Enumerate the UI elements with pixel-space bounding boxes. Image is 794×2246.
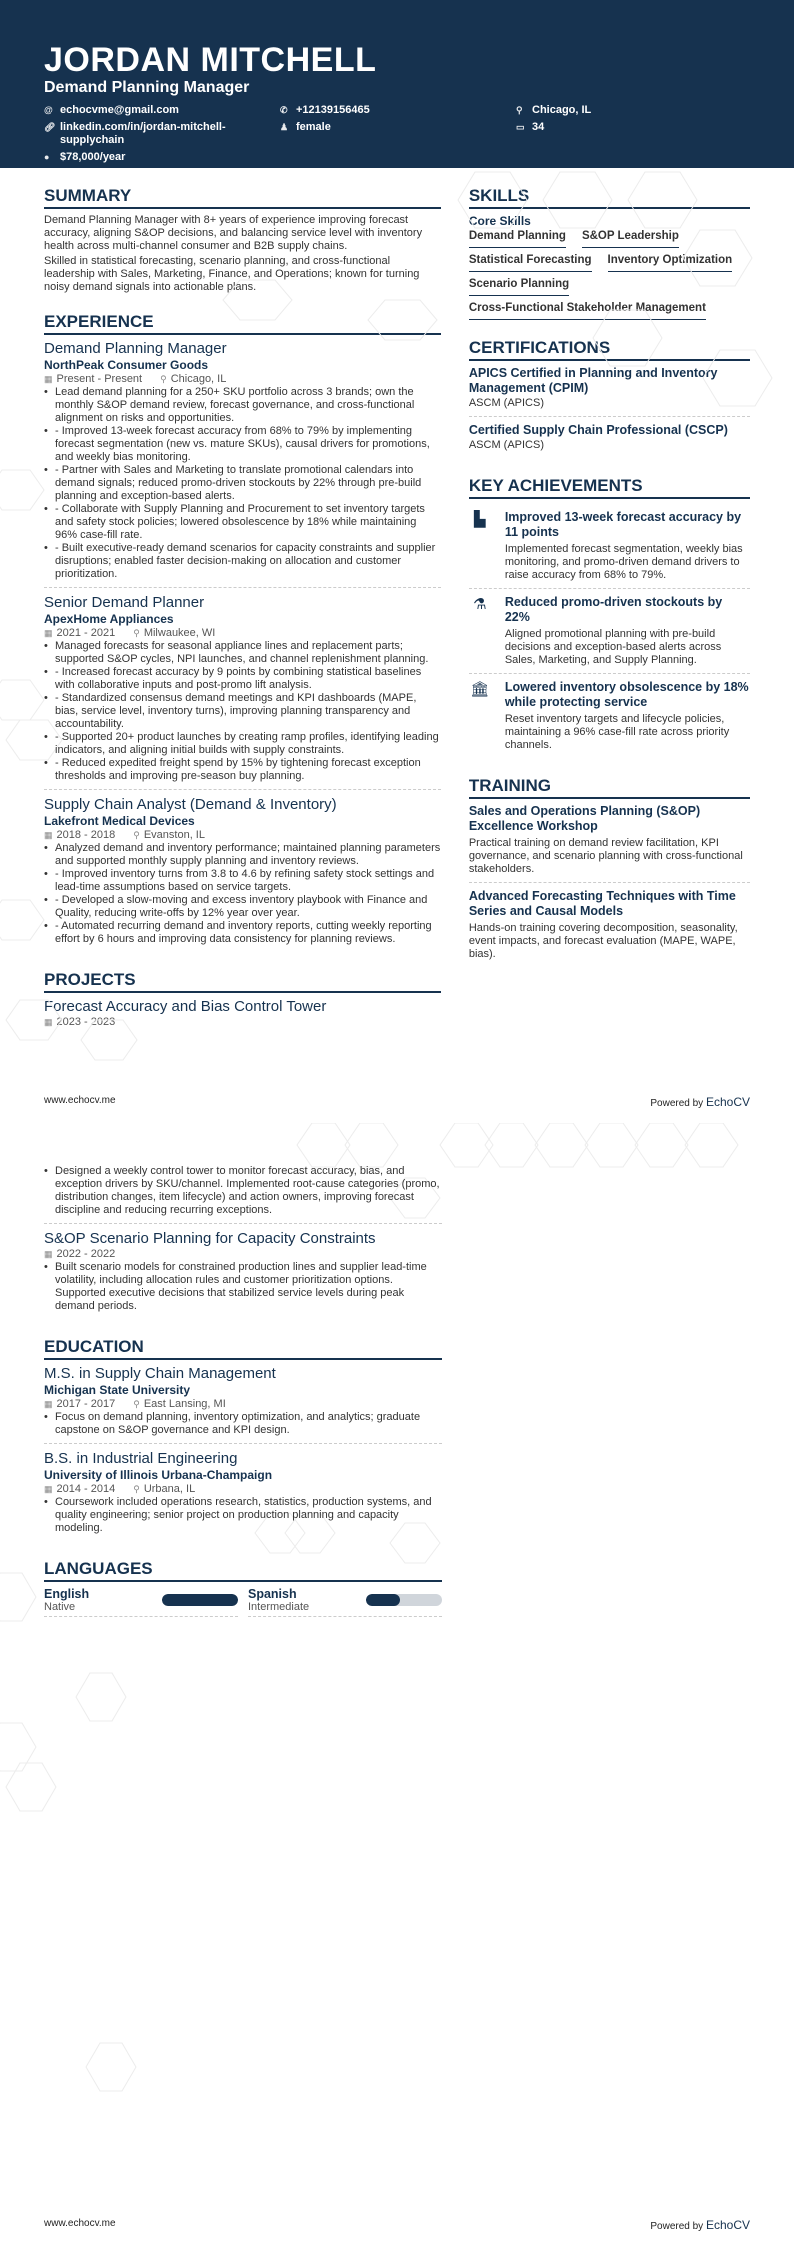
language-item — [248, 1587, 442, 1617]
location-icon: ⚲ — [133, 830, 140, 840]
education-meta — [44, 1398, 442, 1411]
project-dates — [44, 1248, 442, 1261]
link-icon: 🔗︎ — [44, 122, 56, 132]
skills-list — [469, 230, 750, 320]
location: East Lansing, MI — [143, 1398, 226, 1410]
company-name: ApexHome Appliances — [44, 612, 174, 626]
projects-heading: PROJECTS — [44, 970, 441, 993]
job-bullet: • - Automated recurring demand and inventory reports, cutting weekly reporting effort by 6 hours and improving data consistency for planning reviews. — [44, 920, 441, 946]
flask-icon: ⚗ — [473, 596, 487, 613]
calendar-icon: ▦ — [44, 1399, 53, 1409]
company-name: Lakefront Medical Devices — [44, 814, 195, 828]
company-name: NorthPeak Consumer Goods — [44, 358, 209, 372]
contact-salary — [44, 151, 280, 164]
date-range: 2014 - 2014 — [56, 1483, 116, 1495]
job-role: Senior Demand Planner — [44, 594, 205, 611]
candidate-name: JORDAN MITCHELL — [44, 41, 377, 79]
certification-org: ASCM (APICS) — [468, 439, 545, 451]
brand-logo-text: EchoCV — [705, 2218, 750, 2232]
salary-text: $78,000/year — [60, 151, 126, 163]
skill-tag: Inventory Optimization — [608, 254, 733, 272]
contact-age — [516, 121, 716, 147]
calendar-icon: ▦ — [44, 1484, 53, 1494]
achievement-desc: Implemented forecast segmentation, weekly bias monitoring, and promo-driven demand drivers to raise accuracy from 68% to 79%. — [504, 543, 743, 581]
job-bullet: • - Developed a slow-moving and excess inventory playbook with Finance and Quality, reducing write-offs by 12% year over year. — [44, 894, 441, 920]
skill-tag: Demand Planning — [469, 230, 566, 248]
achievement-desc: Reset inventory targets and lifecycle policies, maintaining a 96% case-fill rate across priority channels. — [504, 713, 730, 751]
job-bullet: • Analyzed demand and inventory performance; maintained planning parameters and supported monthly supply planning and inventory reviews. — [44, 842, 441, 868]
languages-heading: LANGUAGES — [44, 1559, 442, 1582]
page-footer — [44, 1095, 750, 1109]
contact-phone[interactable] — [280, 104, 516, 117]
resume-header — [0, 0, 794, 168]
training-item — [469, 804, 750, 883]
proficiency-fill — [366, 1594, 400, 1606]
summary-paragraph: Skilled in statistical forecasting, scenario planning, and cross-functional leadership with Sales, Marketing, Finance, and Operations; known for turning noisy demand signals into actionable plans. — [44, 255, 420, 293]
footer-powered-by — [650, 1095, 750, 1109]
certification-item — [469, 366, 750, 417]
summary-paragraph: Demand Planning Manager with 8+ years of experience improving forecast accuracy, aligning S&OP decisions, and balancing service level with inventory health across multi-channel consumer and B2B supply chains. — [44, 214, 423, 252]
education-meta — [44, 1483, 442, 1496]
education-item — [44, 1450, 442, 1541]
calendar-icon: ▦ — [44, 374, 53, 384]
page-footer — [44, 2218, 750, 2232]
location: Evanston, IL — [143, 829, 205, 841]
education-heading: EDUCATION — [44, 1337, 442, 1360]
certification-name: Certified Supply Chain Professional (CSCP) — [468, 423, 728, 437]
project-name: S&OP Scenario Planning for Capacity Constraints — [44, 1230, 376, 1247]
language-level: Intermediate — [248, 1601, 310, 1613]
language-name: Spanish — [248, 1587, 297, 1601]
skill-tag: Statistical Forecasting — [469, 254, 592, 272]
candidate-title: Demand Planning Manager — [44, 79, 250, 96]
job-meta — [44, 627, 441, 640]
job-bullet: • Managed forecasts for seasonal appliance lines and replacement parts; supported S&OP cycles, NPI launches, and channel replenishment planning. — [44, 640, 441, 666]
project-bullet: • Designed a weekly control tower to monitor forecast accuracy, bias, and exception drivers by SKU/channel. Implemented root-cause categories (promo, distribution changes, item lifecycle) and action owners, improving forecast discipline and reducing recurring exceptions. — [44, 1165, 442, 1217]
project-item — [44, 1230, 442, 1319]
certifications-heading: CERTIFICATIONS — [469, 338, 750, 361]
training-heading: TRAINING — [469, 776, 750, 799]
job-meta — [44, 373, 441, 386]
location-icon: ⚲ — [133, 628, 140, 638]
language-level: Native — [44, 1601, 76, 1613]
location: Chicago, IL — [170, 373, 227, 385]
certification-item — [469, 423, 750, 458]
achievement-title: Lowered inventory obsolescence by 18% while protecting service — [504, 680, 749, 709]
footer-powered-by — [650, 2218, 750, 2232]
experience-item — [44, 594, 441, 790]
training-name: Sales and Operations Planning (S&OP) Excellence Workshop — [468, 804, 701, 833]
experience-item — [44, 340, 441, 588]
date-range: Present - Present — [56, 373, 143, 385]
experience-list — [44, 340, 441, 952]
calendar-icon: ▦ — [44, 628, 53, 638]
skills-group-label: Core Skills — [468, 214, 531, 228]
achievement-title: Reduced promo-driven stockouts by 22% — [504, 595, 723, 624]
achievements-heading: KEY ACHIEVEMENTS — [469, 476, 750, 499]
training-desc: Hands-on training covering decomposition, seasonality, event impacts, and forecast evaluation (MAPE, WAPE, bias). — [468, 922, 738, 960]
language-name: English — [44, 1587, 90, 1601]
location-icon: ⚲ — [516, 105, 523, 115]
location-text: Chicago, IL — [532, 104, 592, 116]
date-range: 2017 - 2017 — [56, 1398, 116, 1410]
age-text: 34 — [532, 121, 545, 133]
job-bullet: • - Increased forecast accuracy by 9 points by combining statistical baselines with collaborative inputs and post-promo lift analysis. — [44, 666, 441, 692]
project-dates — [44, 1016, 441, 1029]
achievement-item — [469, 589, 750, 674]
achievement-desc: Aligned promotional planning with pre-build decisions and exception-based alerts across Sales, Marketing, and Supply Planning. — [504, 628, 722, 666]
experience-heading: EXPERIENCE — [44, 312, 441, 335]
powered-by-text: Powered by — [650, 1098, 704, 1109]
brand-logo-text: EchoCV — [705, 1095, 750, 1109]
job-bullet: • - Collaborate with Supply Planning and Procurement to set inventory targets and safety stock policies; lowered obsolescence by 18% while maintaining 96% case-fill rate. — [44, 503, 441, 542]
skill-tag: Scenario Planning — [469, 278, 569, 296]
job-bullet: • - Standardized consensus demand meetings and KPI dashboards (MAPE, bias, service level, inventory turns), improving planning transparency and accountability. — [44, 692, 441, 731]
education-bullet: • Focus on demand planning, inventory optimization, and analytics; graduate capstone on S&OP governance and KPI design. — [44, 1411, 442, 1437]
contact-linkedin[interactable] — [44, 121, 280, 147]
job-bullet: • - Improved inventory turns from 3.8 to 4.6 by refining safety stock settings and lead-time assumptions based on service targets. — [44, 868, 441, 894]
degree: M.S. in Supply Chain Management — [44, 1365, 276, 1382]
proficiency-bar — [366, 1594, 442, 1606]
project-item-continued — [44, 1165, 442, 1224]
job-bullet: • - Reduced expedited freight spend by 15% by tightening forecast exception thresholds and improving pre-season buy planning. — [44, 757, 441, 783]
phone-text: +12139156465 — [296, 104, 370, 116]
project-bullet: • Built scenario models for constrained production lines and supplier lead-time volatility, including allocation rules and customer prioritization options. Supported executive decisions that stabilized service levels during peak demand periods. — [44, 1261, 442, 1313]
job-bullet: • - Partner with Sales and Marketing to translate promotional calendars into demand signals; reduced promo-driven stockouts by 22% through pre-build planning and exception-based alerts. — [44, 464, 441, 503]
location-icon: ⚲ — [133, 1484, 140, 1494]
job-bullet: • Lead demand planning for a 250+ SKU portfolio across 3 brands; own the monthly S&OP demand review, forecast governance, and cross-functional alignment on risks and opportunities. — [44, 386, 441, 425]
training-desc: Practical training on demand review facilitation, KPI governance, and scenario planning with cross-functional stakeholders. — [468, 837, 743, 875]
certification-org: ASCM (APICS) — [468, 397, 545, 409]
contact-info — [44, 104, 750, 164]
bank-icon: 🏛︎ — [470, 681, 490, 698]
job-role: Supply Chain Analyst (Demand & Inventory) — [44, 796, 337, 813]
job-bullet: • - Built executive-ready demand scenarios for capacity constraints and supplier disruptions; enabled faster decision-making on allocation and customer prioritization. — [44, 542, 441, 581]
job-bullet: • - Supported 20+ product launches by creating ramp profiles, identifying leading indicators, and aligning initial builds with supply constraints. — [44, 731, 441, 757]
proficiency-bar — [162, 1594, 238, 1606]
location-icon: ⚲ — [160, 374, 167, 384]
training-name: Advanced Forecasting Techniques with Time Series and Causal Models — [468, 889, 736, 918]
right-column — [469, 168, 750, 1029]
person-icon: ♟ — [280, 122, 289, 132]
calendar-icon: ▭ — [516, 122, 525, 132]
date-range: 2021 - 2021 — [56, 627, 116, 639]
date-range: 2023 - 2023 — [56, 1016, 116, 1028]
email-text: echocvme@gmail.com — [60, 104, 179, 116]
summary-heading: SUMMARY — [44, 186, 441, 209]
gender-text: female — [296, 121, 331, 133]
degree: B.S. in Industrial Engineering — [44, 1450, 238, 1467]
left-column — [44, 168, 441, 1029]
left-column — [44, 1165, 442, 1617]
location: Milwaukee, WI — [143, 627, 216, 639]
location-icon: ⚲ — [133, 1399, 140, 1409]
money-icon: ● — [44, 152, 50, 162]
school: University of Illinois Urbana-Champaign — [44, 1468, 273, 1482]
phone-icon: ✆ — [280, 105, 288, 115]
contact-gender — [280, 121, 516, 147]
linkedin-text: linkedin.com/in/jordan-mitchell-supplychain — [60, 121, 226, 146]
job-meta — [44, 829, 441, 842]
experience-item — [44, 796, 441, 952]
resume-page-2 — [0, 1123, 794, 2246]
powered-by-text: Powered by — [650, 2221, 704, 2232]
calendar-icon: ▦ — [44, 830, 53, 840]
date-range: 2022 - 2022 — [56, 1248, 116, 1260]
contact-location — [516, 104, 716, 117]
education-item — [44, 1365, 442, 1444]
skills-heading: SKILLS — [469, 186, 750, 209]
language-item — [44, 1587, 238, 1617]
school: Michigan State University — [44, 1383, 191, 1397]
job-bullet: • - Improved 13-week forecast accuracy from 68% to 79% by implementing forecast segmentation (new vs. mature SKUs), causal drivers for promotions, and weekly bias monitoring. — [44, 425, 441, 464]
footer-website-link[interactable]: www.echocv.me — [44, 1095, 116, 1106]
job-role: Demand Planning Manager — [44, 340, 227, 357]
at-icon: @ — [44, 105, 53, 115]
project-name: Forecast Accuracy and Bias Control Tower — [44, 998, 327, 1015]
certification-name: APICS Certified in Planning and Inventory Management (CPIM) — [468, 366, 718, 395]
contact-email[interactable] — [44, 104, 280, 117]
location: Urbana, IL — [143, 1483, 196, 1495]
date-range: 2018 - 2018 — [56, 829, 116, 841]
skill-tag: S&OP Leadership — [582, 230, 679, 248]
proficiency-fill — [162, 1594, 238, 1606]
achievement-title: Improved 13-week forecast accuracy by 11 points — [504, 510, 742, 539]
training-item — [469, 889, 750, 967]
calendar-icon: ▦ — [44, 1249, 53, 1259]
skill-tag: Cross-Functional Stakeholder Management — [469, 302, 706, 320]
calendar-icon: ▦ — [44, 1017, 53, 1027]
education-bullet: • Coursework included operations research, statistics, production systems, and quality engineering; senior project on production planning and capacity modeling. — [44, 1496, 442, 1535]
achievement-item — [469, 504, 750, 589]
achievement-item — [469, 674, 750, 758]
invoice-icon: ▙ — [474, 511, 486, 528]
footer-website-link[interactable]: www.echocv.me — [44, 2218, 116, 2229]
languages-list — [44, 1587, 442, 1617]
